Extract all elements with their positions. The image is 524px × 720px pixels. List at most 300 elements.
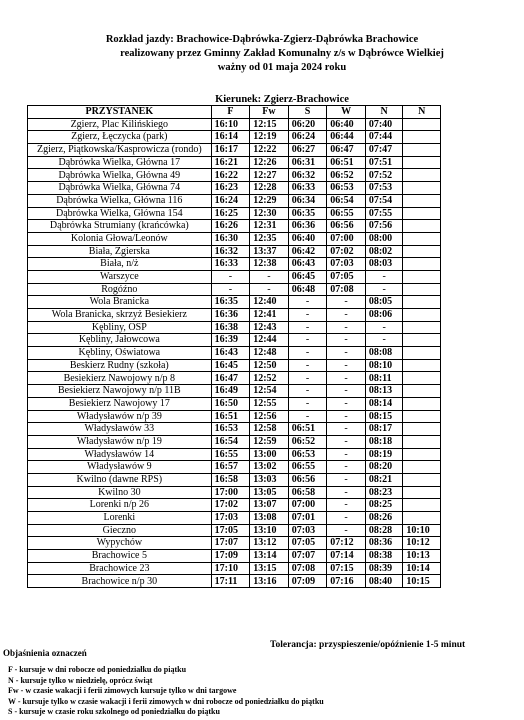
stop-name: Biała, n/ż: [28, 258, 212, 271]
departure-time: -: [288, 321, 327, 334]
departure-time: 16:23: [211, 182, 250, 195]
column-header-w: W: [327, 106, 366, 119]
departure-time: -: [327, 423, 366, 436]
departure-time: 06:51: [288, 423, 327, 436]
departure-time: -: [250, 283, 289, 296]
departure-time: 10:14: [403, 562, 441, 575]
column-header-stop: PRZYSTANEK: [28, 106, 212, 119]
departure-time: 16:57: [211, 461, 250, 474]
departure-time: [403, 220, 441, 233]
departure-time: [403, 283, 441, 296]
departure-time: 13:12: [250, 537, 289, 550]
departure-time: 17:07: [211, 537, 250, 550]
stop-name: Kębliny, OSP: [28, 321, 212, 334]
stop-name: Zgierz, Piątkowska/Kasprowicza (rondo): [28, 144, 212, 157]
table-row: [28, 550, 441, 563]
legend: [8, 665, 324, 718]
departure-time: 06:55: [327, 207, 366, 220]
departure-time: 07:16: [327, 575, 366, 588]
table-row: [28, 397, 441, 410]
departure-time: 13:07: [250, 499, 289, 512]
departure-time: 16:14: [211, 131, 250, 144]
departure-time: -: [288, 309, 327, 322]
departure-time: 16:49: [211, 385, 250, 398]
departure-time: 07:47: [365, 144, 403, 157]
table-row: [28, 575, 441, 588]
departure-time: -: [288, 296, 327, 309]
legend-title: Objaśnienia oznaczeń: [3, 648, 87, 658]
departure-time: 12:26: [250, 156, 289, 169]
departure-time: 06:58: [288, 486, 327, 499]
departure-time: 06:35: [288, 207, 327, 220]
departure-time: 12:38: [250, 258, 289, 271]
departure-time: 13:16: [250, 575, 289, 588]
departure-time: 07:05: [327, 270, 366, 283]
departure-time: [403, 270, 441, 283]
departure-time: -: [327, 461, 366, 474]
departure-time: 08:20: [365, 461, 403, 474]
departure-time: -: [327, 309, 366, 322]
departure-time: 17:03: [211, 512, 250, 525]
departure-time: -: [327, 385, 366, 398]
departure-time: 08:13: [365, 385, 403, 398]
departure-time: [403, 435, 441, 448]
departure-time: 08:02: [365, 245, 403, 258]
departure-time: -: [327, 334, 366, 347]
departure-time: [403, 448, 441, 461]
column-header-f: F: [211, 106, 250, 119]
departure-time: 06:32: [288, 169, 327, 182]
departure-time: [403, 296, 441, 309]
departure-time: 07:08: [327, 283, 366, 296]
stop-name: Kwilno (dawne RPS): [28, 473, 212, 486]
timetable-body: [28, 118, 441, 587]
departure-time: 17:05: [211, 524, 250, 537]
departure-time: [403, 423, 441, 436]
departure-time: 17:02: [211, 499, 250, 512]
departure-time: 07:07: [288, 550, 327, 563]
departure-time: [403, 194, 441, 207]
legend-item-s: S - kursuje w czasie roku szkolnego od poniedziałku do piątku: [8, 707, 220, 717]
departure-time: -: [288, 372, 327, 385]
departure-time: 06:55: [288, 461, 327, 474]
departure-time: 17:00: [211, 486, 250, 499]
departure-time: 13:02: [250, 461, 289, 474]
table-row: [28, 410, 441, 423]
departure-time: 06:52: [327, 169, 366, 182]
departure-time: 08:00: [365, 232, 403, 245]
departure-time: [403, 372, 441, 385]
legend-item-n: N - kursuje tylko w niedzielę, oprócz świąt: [8, 675, 153, 685]
departure-time: 16:38: [211, 321, 250, 334]
departure-time: 06:56: [288, 473, 327, 486]
departure-time: 16:45: [211, 359, 250, 372]
departure-time: [403, 486, 441, 499]
departure-time: 06:42: [288, 245, 327, 258]
table-row: [28, 423, 441, 436]
stop-name: Brachowice n/p 30: [28, 575, 212, 588]
stop-name: Biała, Zgierska: [28, 245, 212, 258]
departure-time: 16:17: [211, 144, 250, 157]
table-row: [28, 562, 441, 575]
departure-time: 07:54: [365, 194, 403, 207]
table-row: [28, 144, 441, 157]
departure-time: 07:05: [288, 537, 327, 550]
table-row: [28, 258, 441, 271]
table-row: [28, 207, 441, 220]
departure-time: 13:15: [250, 562, 289, 575]
table-row: [28, 334, 441, 347]
table-row: [28, 283, 441, 296]
stop-name: Wola Branicka: [28, 296, 212, 309]
table-row: [28, 118, 441, 131]
departure-time: 13:37: [250, 245, 289, 258]
stop-name: Brachowice 23: [28, 562, 212, 575]
table-row: [28, 435, 441, 448]
table-row: [28, 385, 441, 398]
departure-time: 17:10: [211, 562, 250, 575]
departure-time: -: [327, 359, 366, 372]
departure-time: 12:44: [250, 334, 289, 347]
departure-time: 08:19: [365, 448, 403, 461]
departure-time: 12:56: [250, 410, 289, 423]
stop-name: Dąbrówka Wielka, Główna 116: [28, 194, 212, 207]
departure-time: 07:52: [365, 169, 403, 182]
departure-time: -: [365, 334, 403, 347]
departure-time: 16:10: [211, 118, 250, 131]
departure-time: 06:56: [327, 220, 366, 233]
departure-time: 13:10: [250, 524, 289, 537]
departure-time: [403, 321, 441, 334]
departure-time: 16:47: [211, 372, 250, 385]
departure-time: 06:48: [288, 283, 327, 296]
departure-time: 16:54: [211, 435, 250, 448]
departure-time: 06:45: [288, 270, 327, 283]
tolerance-note: Tolerancja: przyspieszenie/opóźnienie 1-5 minut: [270, 640, 466, 650]
departure-time: 07:15: [327, 562, 366, 575]
table-row: [28, 194, 441, 207]
departure-time: [403, 182, 441, 195]
departure-time: [403, 258, 441, 271]
stop-name: Lorenki: [28, 512, 212, 525]
departure-time: 06:53: [288, 448, 327, 461]
departure-time: [403, 385, 441, 398]
stop-name: Gieczno: [28, 524, 212, 537]
departure-time: 07:56: [365, 220, 403, 233]
departure-time: -: [211, 283, 250, 296]
departure-time: 06:31: [288, 156, 327, 169]
departure-time: 12:58: [250, 423, 289, 436]
departure-time: 12:54: [250, 385, 289, 398]
departure-time: -: [327, 321, 366, 334]
departure-time: 16:25: [211, 207, 250, 220]
departure-time: 08:17: [365, 423, 403, 436]
stop-name: Władysławów 14: [28, 448, 212, 461]
departure-time: 12:28: [250, 182, 289, 195]
departure-time: 06:27: [288, 144, 327, 157]
departure-time: 16:33: [211, 258, 250, 271]
stop-name: Kębliny, Oświatowa: [28, 347, 212, 360]
departure-time: 16:32: [211, 245, 250, 258]
table-row: [28, 220, 441, 233]
departure-time: [403, 347, 441, 360]
departure-time: 06:33: [288, 182, 327, 195]
stop-name: Dąbrówka Wielka, Główna 49: [28, 169, 212, 182]
departure-time: 06:43: [288, 258, 327, 271]
departure-time: 16:35: [211, 296, 250, 309]
departure-time: [403, 397, 441, 410]
departure-time: 07:12: [327, 537, 366, 550]
departure-time: 06:20: [288, 118, 327, 131]
departure-time: -: [327, 473, 366, 486]
departure-time: [403, 144, 441, 157]
departure-time: 12:50: [250, 359, 289, 372]
departure-time: [403, 118, 441, 131]
departure-time: 12:40: [250, 296, 289, 309]
table-row: [28, 321, 441, 334]
departure-time: 13:00: [250, 448, 289, 461]
table-row: [28, 359, 441, 372]
departure-time: [403, 461, 441, 474]
departure-time: 06:51: [327, 156, 366, 169]
departure-time: 12:55: [250, 397, 289, 410]
timetable-header: [0, 33, 524, 75]
departure-time: 16:55: [211, 448, 250, 461]
departure-time: 07:08: [288, 562, 327, 575]
departure-time: -: [288, 410, 327, 423]
departure-time: 08:14: [365, 397, 403, 410]
table-row: [28, 296, 441, 309]
departure-time: 17:11: [211, 575, 250, 588]
departure-time: 16:50: [211, 397, 250, 410]
departure-time: 08:11: [365, 372, 403, 385]
departure-time: 16:22: [211, 169, 250, 182]
departure-time: -: [250, 270, 289, 283]
stop-name: Dąbrówka Wielka, Główna 154: [28, 207, 212, 220]
stop-name: Kębliny, Jałowcowa: [28, 334, 212, 347]
header-validity: ważny od 01 maja 2024 roku: [217, 62, 347, 73]
departure-time: 16:43: [211, 347, 250, 360]
departure-time: [403, 499, 441, 512]
departure-time: 08:26: [365, 512, 403, 525]
table-row: [28, 486, 441, 499]
departure-time: 10:13: [403, 550, 441, 563]
stop-name: Besiekierz Nawojowy n/p 11B: [28, 385, 212, 398]
table-row: [28, 156, 441, 169]
table-row: [28, 270, 441, 283]
departure-time: 13:05: [250, 486, 289, 499]
departure-time: -: [288, 359, 327, 372]
departure-time: 07:03: [288, 524, 327, 537]
departure-time: 08:03: [365, 258, 403, 271]
departure-time: 07:44: [365, 131, 403, 144]
departure-time: 07:01: [288, 512, 327, 525]
departure-time: 16:24: [211, 194, 250, 207]
departure-time: 10:15: [403, 575, 441, 588]
departure-time: 16:58: [211, 473, 250, 486]
departure-time: 07:51: [365, 156, 403, 169]
departure-time: 07:53: [365, 182, 403, 195]
departure-time: -: [327, 347, 366, 360]
header-title: Rozkład jazdy: Brachowice-Dąbrówka-Zgierz-Dąbrówka Brachowice: [105, 34, 419, 45]
departure-time: -: [327, 499, 366, 512]
departure-time: 16:26: [211, 220, 250, 233]
departure-time: 08:05: [365, 296, 403, 309]
stop-name: Kwilno 30: [28, 486, 212, 499]
departure-time: -: [327, 435, 366, 448]
departure-time: -: [327, 296, 366, 309]
departure-time: 10:10: [403, 524, 441, 537]
departure-time: 12:35: [250, 232, 289, 245]
table-row: [28, 537, 441, 550]
departure-time: [403, 131, 441, 144]
departure-time: 16:39: [211, 334, 250, 347]
departure-time: -: [211, 270, 250, 283]
departure-time: [403, 473, 441, 486]
legend-item-f: F - kursuje w dni robocze od poniedziałku do piątku: [8, 665, 187, 674]
departure-time: 07:02: [327, 245, 366, 258]
table-row: [28, 524, 441, 537]
departure-time: 06:47: [327, 144, 366, 157]
stop-name: Brachowice 5: [28, 550, 212, 563]
departure-time: 08:08: [365, 347, 403, 360]
departure-time: 13:03: [250, 473, 289, 486]
departure-time: 06:40: [288, 232, 327, 245]
departure-time: -: [327, 486, 366, 499]
departure-time: 12:15: [250, 118, 289, 131]
stop-name: Kolonia Głowa/Leonów: [28, 232, 212, 245]
departure-time: 12:27: [250, 169, 289, 182]
departure-time: [403, 156, 441, 169]
departure-time: 07:00: [327, 232, 366, 245]
departure-time: 07:09: [288, 575, 327, 588]
table-row: [28, 499, 441, 512]
departure-time: 12:22: [250, 144, 289, 157]
departure-time: -: [365, 321, 403, 334]
departure-time: [403, 232, 441, 245]
header-operator: realizowany przez Gminny Zakład Komunalny z/s w Dąbrówce Wielkiej: [120, 48, 444, 59]
departure-time: -: [327, 397, 366, 410]
stop-name: Wypychów: [28, 537, 212, 550]
departure-time: 12:19: [250, 131, 289, 144]
stop-name: Zgierz, Łęczycka (park): [28, 131, 212, 144]
departure-time: 06:36: [288, 220, 327, 233]
stop-name: Lorenki n/p 26: [28, 499, 212, 512]
departure-time: [403, 245, 441, 258]
departure-time: 12:52: [250, 372, 289, 385]
table-row: [28, 182, 441, 195]
departure-time: 07:40: [365, 118, 403, 131]
table-row: [28, 512, 441, 525]
departure-time: -: [327, 410, 366, 423]
departure-time: 08:25: [365, 499, 403, 512]
stop-name: Warszyce: [28, 270, 212, 283]
column-header-n1: N: [365, 106, 403, 119]
table-row: [28, 245, 441, 258]
departure-time: [403, 169, 441, 182]
stop-name: Rogóźno: [28, 283, 212, 296]
departure-time: [403, 512, 441, 525]
departure-time: -: [365, 283, 403, 296]
departure-time: 08:39: [365, 562, 403, 575]
departure-time: 08:15: [365, 410, 403, 423]
departure-time: 08:36: [365, 537, 403, 550]
departure-time: [403, 207, 441, 220]
column-header-s: S: [288, 106, 327, 119]
stop-name: Besiekierz Nawojowy 17: [28, 397, 212, 410]
table-row: [28, 448, 441, 461]
departure-time: 08:38: [365, 550, 403, 563]
stop-name: Besiekierz Nawojowy n/p 8: [28, 372, 212, 385]
departure-time: 08:10: [365, 359, 403, 372]
departure-time: -: [327, 448, 366, 461]
table-row: [28, 461, 441, 474]
stop-name: Władysławów 9: [28, 461, 212, 474]
departure-time: -: [327, 512, 366, 525]
table-row: [28, 372, 441, 385]
timetable: [27, 105, 441, 588]
stop-name: Dąbrówka Wielka, Główna 17: [28, 156, 212, 169]
departure-time: 06:40: [327, 118, 366, 131]
departure-time: 12:31: [250, 220, 289, 233]
departure-time: 06:34: [288, 194, 327, 207]
departure-time: 08:21: [365, 473, 403, 486]
departure-time: 12:41: [250, 309, 289, 322]
table-row: [28, 309, 441, 322]
departure-time: 08:28: [365, 524, 403, 537]
departure-time: 13:14: [250, 550, 289, 563]
departure-time: 07:00: [288, 499, 327, 512]
departure-time: 08:40: [365, 575, 403, 588]
departure-time: [403, 309, 441, 322]
departure-time: [403, 334, 441, 347]
departure-time: 08:18: [365, 435, 403, 448]
departure-time: [403, 359, 441, 372]
departure-time: 06:44: [327, 131, 366, 144]
departure-time: 08:23: [365, 486, 403, 499]
departure-time: 16:51: [211, 410, 250, 423]
departure-time: 06:53: [327, 182, 366, 195]
departure-time: 07:03: [327, 258, 366, 271]
departure-time: -: [288, 347, 327, 360]
stop-name: Dąbrówka Wielka, Główna 74: [28, 182, 212, 195]
column-header-n2: N: [403, 106, 441, 119]
table-row: [28, 169, 441, 182]
departure-time: 16:21: [211, 156, 250, 169]
departure-time: -: [365, 270, 403, 283]
stop-name: Dąbrówka Strumiany (krańcówka): [28, 220, 212, 233]
departure-time: 07:14: [327, 550, 366, 563]
departure-time: -: [288, 334, 327, 347]
departure-time: 16:53: [211, 423, 250, 436]
departure-time: [403, 410, 441, 423]
departure-time: 13:08: [250, 512, 289, 525]
departure-time: 06:54: [327, 194, 366, 207]
departure-time: 16:36: [211, 309, 250, 322]
legend-item-fw: Fw - w czasie wakacji i ferii zimowych kursuje tylko w dni targowe: [8, 686, 237, 696]
stop-name: Wola Branicka, skrzyż Besiekierz: [28, 309, 212, 322]
departure-time: 06:24: [288, 131, 327, 144]
column-header-fw: Fw: [250, 106, 289, 119]
stop-name: Władysławów n/p 19: [28, 435, 212, 448]
legend-item-w: W - kursuje tylko w czasie wakacji i ferii zimowych w dni robocze od poniedziałku do piątku: [8, 696, 324, 706]
departure-time: 06:52: [288, 435, 327, 448]
departure-time: -: [288, 385, 327, 398]
table-row: [28, 473, 441, 486]
departure-time: 12:43: [250, 321, 289, 334]
departure-time: 10:12: [403, 537, 441, 550]
departure-time: -: [327, 372, 366, 385]
